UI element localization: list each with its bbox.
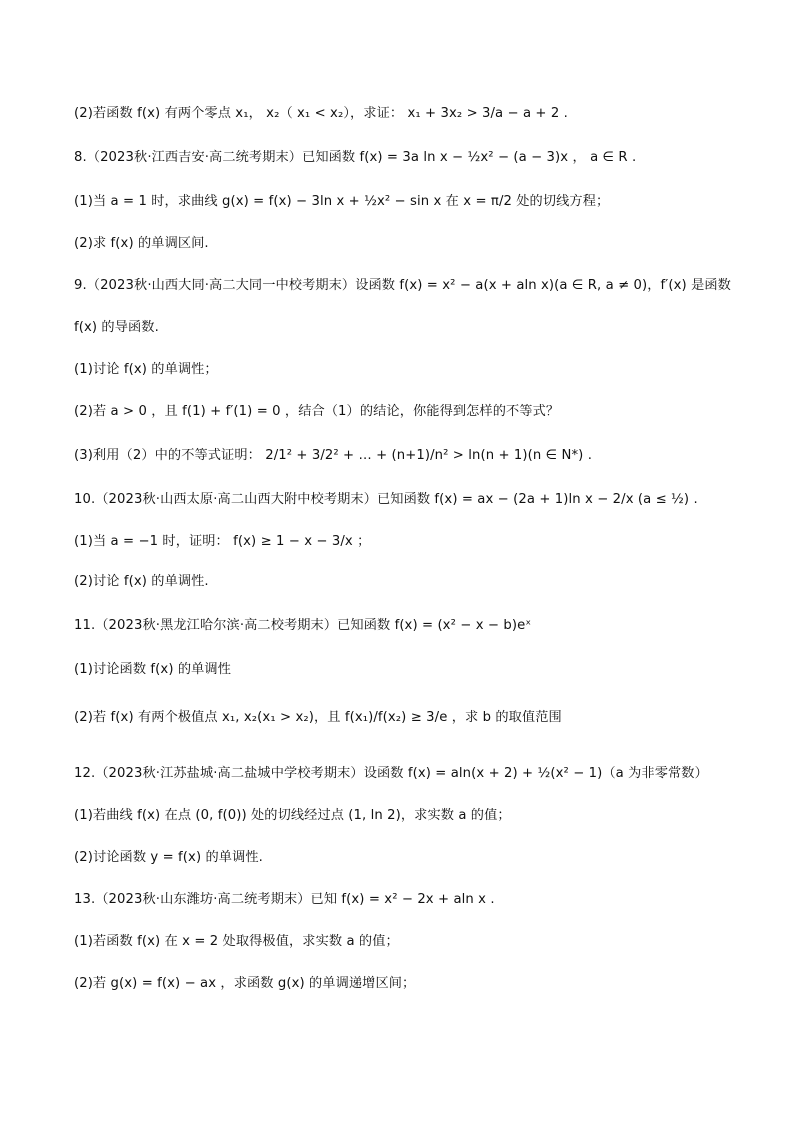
problem-13-part-1: (1)若函数 f(x) 在 x = 2 处取得极值，求实数 a 的值； [74,934,399,949]
problem-9-statement: 9.（2023秋·山西大同·高二大同一中校考期末）设函数 f(x) = x² − a(x + aln x)(a ∈ R, a ≠ 0)，f′(x) 是函数 [74,278,731,293]
problem-12-part-1: (1)若曲线 f(x) 在点 (0, f(0)) 处的切线经过点 (1, ln 2)，求实数 a 的值； [74,808,511,823]
problem-9-part-3: (3)利用（2）中的不等式证明： 2/1² + 3/2² + … + (n+1)/n² > ln(n + 1)(n ∈ N*) . [74,448,592,463]
problem-12-statement: 12.（2023秋·江苏盐城·高二盐城中学校考期末）设函数 f(x) = aln(x + 2) + ½(x² − 1)（a 为非零常数） [74,766,708,781]
problem-11-part-1: (1)讨论函数 f(x) 的单调性 [74,662,231,677]
problem-8-statement: 8.（2023秋·江西吉安·高二统考期末）已知函数 f(x) = 3a ln x − ½x² − (a − 3)x ， a ∈ R . [74,150,637,165]
problem-9-part-2: (2)若 a > 0 ，且 f(1) + f′(1) = 0 ，结合（1）的结论，你能得到怎样的不等式？ [74,404,560,419]
problem-10-part-2: (2)讨论 f(x) 的单调性. [74,574,209,589]
problem-7-part-2: (2)若函数 f(x) 有两个零点 x₁， x₂（ x₁ < x₂），求证： x₁ + 3x₂ > 3/a − a + 2 . [74,106,568,121]
problem-12-part-2: (2)讨论函数 y = f(x) 的单调性. [74,850,263,865]
problem-9-statement-cont: f(x) 的导函数. [74,320,159,335]
problem-13-statement: 13.（2023秋·山东潍坊·高二统考期末）已知 f(x) = x² − 2x + aln x . [74,892,495,907]
problem-9-part-1: (1)讨论 f(x) 的单调性； [74,362,218,377]
problem-8-part-1: (1)当 a = 1 时，求曲线 g(x) = f(x) − 3ln x + ½x² − sin x 在 x = π/2 处的切线方程； [74,194,610,209]
problem-8-part-2: (2)求 f(x) 的单调区间. [74,236,209,251]
problem-11-part-2: (2)若 f(x) 有两个极值点 x₁, x₂(x₁ > x₂)，且 f(x₁)/f(x₂) ≥ 3/e ，求 b 的取值范围 [74,710,562,725]
problem-13-part-2: (2)若 g(x) = f(x) − ax ，求函数 g(x) 的单调递增区间； [74,976,416,991]
problem-10-statement: 10.（2023秋·山西太原·高二山西大附中校考期末）已知函数 f(x) = ax − (2a + 1)ln x − 2/x (a ≤ ½) . [74,492,698,507]
problem-11-statement: 11.（2023秋·黑龙江哈尔滨·高二校考期末）已知函数 f(x) = (x² − x − b)eˣ [74,618,532,633]
problem-10-part-1: (1)当 a = −1 时，证明： f(x) ≥ 1 − x − 3/x ； [74,534,371,549]
